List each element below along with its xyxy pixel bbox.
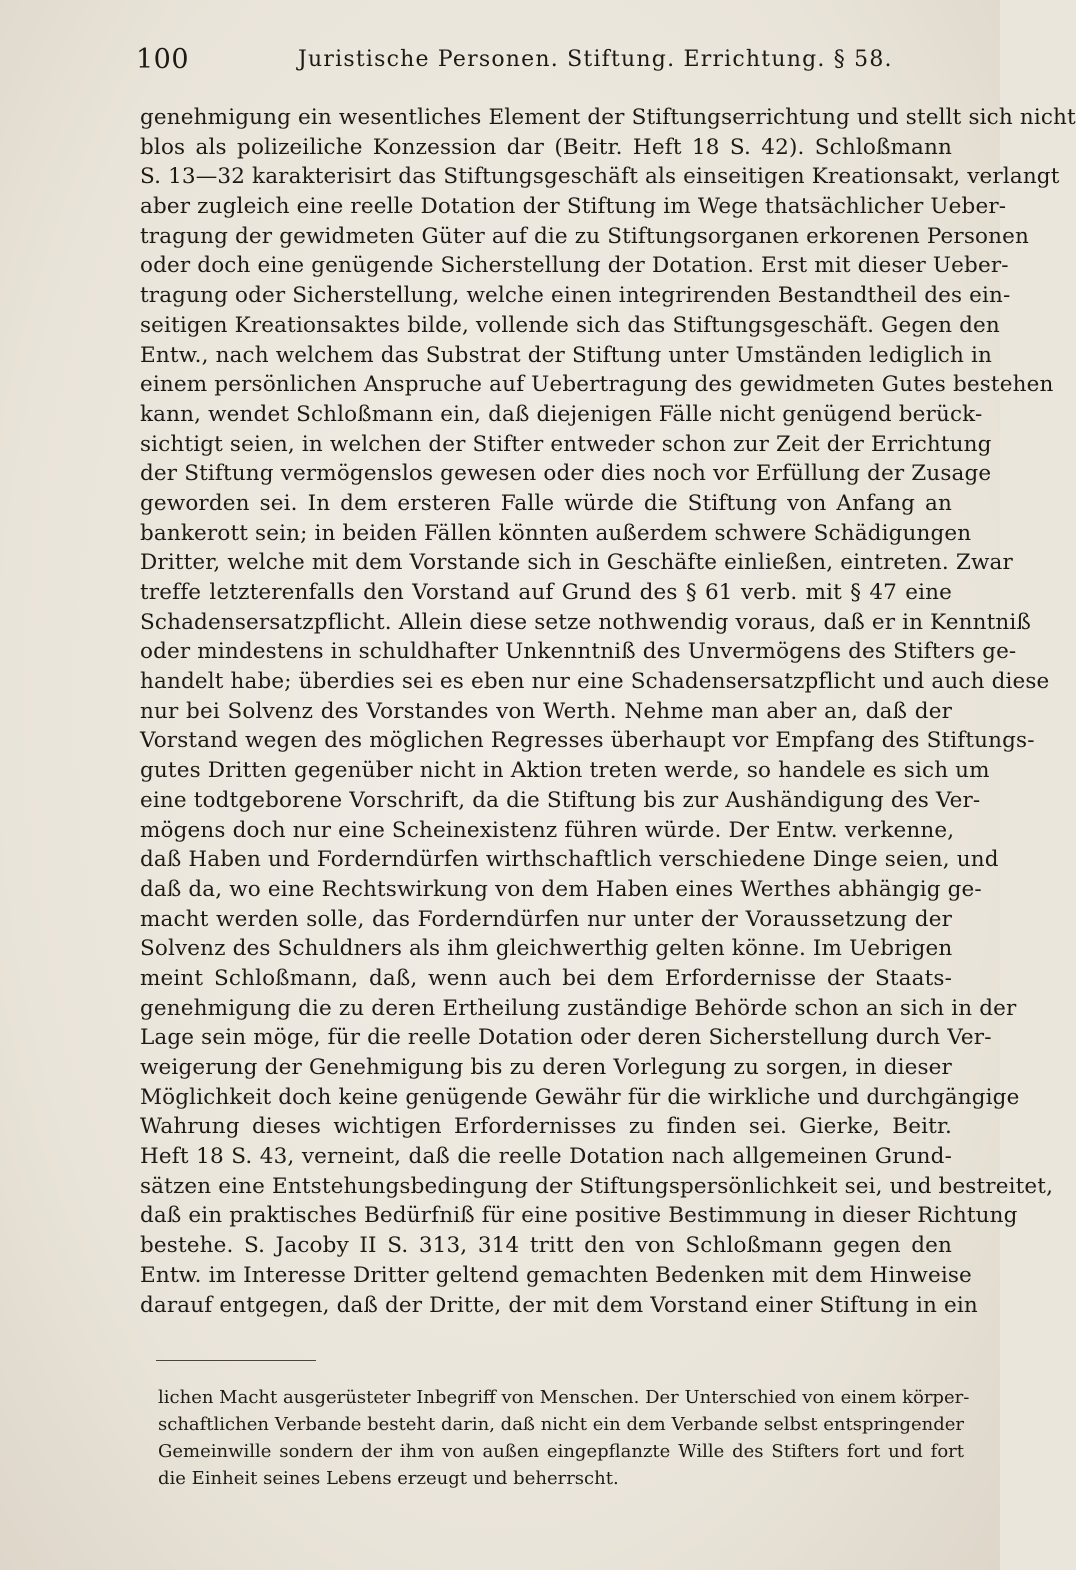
text-line: Heft 18 S. 43, verneint, daß die reelle Dotation nach allgemeinen Grund-: [140, 1144, 952, 1170]
text-line: kann, wendet Schloßmann ein, daß diejenigen Fälle nicht genügend berück-: [140, 401, 983, 427]
text-line: meint Schloßmann, daß, wenn auch bei dem Erfordernisse der Staats-: [140, 965, 952, 991]
text-line: sichtigt seien, in welchen der Stifter entweder schon zur Zeit der Errichtung: [140, 431, 992, 457]
text-line: seitigen Kreationsaktes bilde, vollende sich das Stiftungsgeschäft. Gegen den: [140, 312, 1000, 338]
text-line: bankerott sein; in beiden Fällen könnten außerdem schwere Schädigungen: [140, 520, 972, 546]
running-head: Juristische Personen. Stiftung. Errichtung. § 58.: [298, 47, 893, 72]
footnote-line: schaftlichen Verbande besteht darin, daß nicht ein dem Verbande selbst entspringender: [158, 1414, 964, 1435]
text-line: daß da, wo eine Rechtswirkung von dem Haben eines Werthes abhängig ge-: [140, 876, 982, 902]
text-line: sätzen eine Entstehungsbedingung der Stiftungspersönlichkeit sei, und bestreitet,: [140, 1173, 1054, 1199]
text-line: Möglichkeit doch keine genügende Gewähr für die wirkliche und durchgängige: [140, 1084, 1020, 1110]
text-line: Solvenz des Schuldners als ihm gleichwerthig gelten könne. Im Uebrigen: [140, 936, 953, 962]
text-line: eine todtgeborene Vorschrift, da die Stiftung bis zur Aushändigung des Ver-: [140, 787, 981, 813]
text-line: handelt habe; überdies sei es eben nur eine Schadensersatzpflicht und auch diese: [140, 669, 1050, 695]
text-line: nur bei Solvenz des Vorstandes von Werth. Nehme man aber an, daß der: [140, 698, 952, 724]
text-line: der Stiftung vermögenslos gewesen oder dies noch vor Erfüllung der Zusage: [140, 461, 992, 487]
footnote-line: Gemeinwille sondern der ihm von außen eingepflanzte Wille des Stifters fort und fort: [158, 1441, 964, 1462]
text-line: blos als polizeiliche Konzession dar (Beitr. Heft 18 S. 42). Schloßmann: [140, 134, 952, 160]
text-line: geworden sei. In dem ersteren Falle würde die Stiftung von Anfang an: [140, 490, 952, 516]
text-line: einem persönlichen Anspruche auf Uebertragung des gewidmeten Gutes bestehen: [140, 372, 1054, 398]
text-line: Vorstand wegen des möglichen Regresses überhaupt vor Empfang des Stiftungs-: [140, 728, 1035, 754]
text-line: Dritter, welche mit dem Vorstande sich in Geschäfte einließen, eintreten. Zwar: [140, 550, 1013, 576]
text-line: aber zugleich eine reelle Dotation der Stiftung im Wege thatsächlicher Ueber-: [140, 194, 1007, 220]
text-line: Entw., nach welchem das Substrat der Stiftung unter Umständen lediglich in: [140, 342, 993, 368]
text-line: weigerung der Genehmigung bis zu deren Vorlegung zu sorgen, in dieser: [140, 1055, 952, 1080]
text-line: Schadensersatzpflicht. Allein diese setze nothwendig voraus, daß er in Kenntniß: [140, 609, 1031, 635]
text-line: treffe letzterenfalls den Vorstand auf Grund des § 61 verb. mit § 47 eine: [140, 580, 952, 605]
page-header: [136, 44, 956, 80]
text-line: tragung der gewidmeten Güter auf die zu Stiftungsorganen erkorenen Personen: [140, 223, 1029, 249]
text-line: genehmigung ein wesentliches Element der Stiftungserrichtung und stellt sich nicht: [140, 105, 1076, 130]
footnote-line: die Einheit seines Lebens erzeugt und beherrscht.: [158, 1468, 619, 1489]
text-line: oder mindestens in schuldhafter Unkenntniß des Unvermögens des Stifters ge-: [140, 639, 1017, 665]
text-line: Wahrung dieses wichtigen Erfordernisses zu finden sei. Gierke, Beitr.: [140, 1114, 952, 1140]
text-line: macht werden solle, das Forderndürfen nur unter der Voraussetzung der: [140, 906, 952, 932]
text-line: tragung oder Sicherstellung, welche einen integrirenden Bestandtheil des ein-: [140, 283, 1011, 309]
text-line: Lage sein möge, für die reelle Dotation oder deren Sicherstellung durch Ver-: [140, 1025, 992, 1051]
footnote: [158, 1384, 970, 1492]
page-number: 100: [136, 44, 190, 75]
text-line: mögens doch nur eine Scheinexistenz führen würde. Der Entw. verkenne,: [140, 817, 955, 843]
text-line: S. 13—32 karakterisirt das Stiftungsgeschäft als einseitigen Kreationsakt, verlangt: [140, 164, 1060, 190]
text-line: oder doch eine genügende Sicherstellung der Dotation. Erst mit dieser Ueber-: [140, 253, 1009, 279]
text-line: darauf entgegen, daß der Dritte, der mit dem Vorstand einer Stiftung in ein: [140, 1292, 978, 1318]
text-line: daß Haben und Forderndürfen wirthschaftlich verschiedene Dinge seien, und: [140, 847, 999, 873]
text-line: bestehe. S. Jacoby II S. 313, 314 tritt den von Schloßmann gegen den: [140, 1233, 952, 1259]
text-line: Entw. im Interesse Dritter geltend gemachten Bedenken mit dem Hinweise: [140, 1262, 972, 1288]
text-line: gutes Dritten gegenüber nicht in Aktion treten werde, so handele es sich um: [140, 758, 990, 784]
body-text: [140, 103, 1076, 1320]
footnote-line: lichen Macht ausgerüsteter Inbegriff von Menschen. Der Unterschied von einem körper-: [158, 1387, 970, 1408]
footnote-divider: [156, 1360, 316, 1361]
text-line: daß ein praktisches Bedürfniß für eine positive Bestimmung in dieser Richtung: [140, 1203, 1018, 1229]
text-line: genehmigung die zu deren Ertheilung zuständige Behörde schon an sich in der: [140, 995, 1017, 1021]
